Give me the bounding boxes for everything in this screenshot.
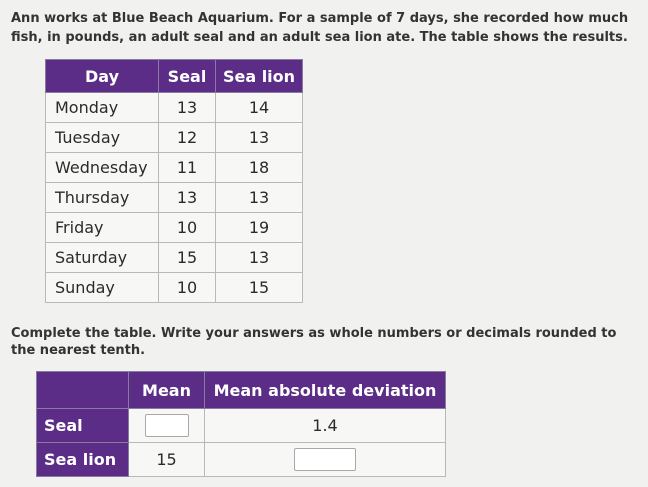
seal-cell: 11 [159, 153, 216, 183]
day-cell: Saturday [46, 243, 159, 273]
seal-cell: 10 [159, 273, 216, 303]
day-cell: Sunday [46, 273, 159, 303]
table-row [46, 153, 303, 183]
seal-mad-value: 1.4 [205, 409, 446, 443]
seal-cell: 10 [159, 213, 216, 243]
sea-lion-cell: 15 [216, 273, 303, 303]
day-cell: Wednesday [46, 153, 159, 183]
seal-cell: 13 [159, 93, 216, 123]
sea-lion-cell: 13 [216, 243, 303, 273]
problem-intro: Ann works at Blue Beach Aquarium. For a sample of 7 days, she recorded how much fish, in pounds, an adult seal and an adult sea lion ate. The table shows the results. [11, 11, 629, 45]
seal-cell: 13 [159, 183, 216, 213]
answer-table [36, 371, 446, 477]
answer-row-seal [37, 409, 446, 443]
seal-mean-input[interactable] [145, 414, 189, 437]
table-row [46, 273, 303, 303]
header-mean: Mean [129, 372, 205, 409]
fish-data-table [45, 59, 303, 303]
sea-lion-mad-input[interactable] [294, 448, 356, 471]
instructions-text: Complete the table. Write your answers as whole numbers or decimals rounded to the nearest tenth. [11, 326, 617, 358]
header-day: Day [46, 60, 159, 93]
sea-lion-cell: 13 [216, 123, 303, 153]
answer-row-sea-lion [37, 443, 446, 477]
header-seal: Seal [159, 60, 216, 93]
table-header-row [46, 60, 303, 93]
answer-header-row [37, 372, 446, 409]
table-row [46, 243, 303, 273]
row-label-seal: Seal [37, 409, 129, 443]
sea-lion-cell: 13 [216, 183, 303, 213]
day-cell: Tuesday [46, 123, 159, 153]
seal-mean-cell [129, 409, 205, 443]
sea-lion-mean-value: 15 [129, 443, 205, 477]
day-cell: Thursday [46, 183, 159, 213]
sea-lion-cell: 18 [216, 153, 303, 183]
row-label-sea-lion: Sea lion [37, 443, 129, 477]
sea-lion-cell: 14 [216, 93, 303, 123]
seal-cell: 12 [159, 123, 216, 153]
seal-cell: 15 [159, 243, 216, 273]
table-row [46, 183, 303, 213]
table-row [46, 213, 303, 243]
sea-lion-mad-cell [205, 443, 446, 477]
answer-corner-cell [37, 372, 129, 409]
table-row [46, 93, 303, 123]
sea-lion-cell: 19 [216, 213, 303, 243]
day-cell: Friday [46, 213, 159, 243]
header-sea-lion: Sea lion [216, 60, 303, 93]
table-row [46, 123, 303, 153]
day-cell: Monday [46, 93, 159, 123]
header-mean-absolute-deviation: Mean absolute deviation [205, 372, 446, 409]
